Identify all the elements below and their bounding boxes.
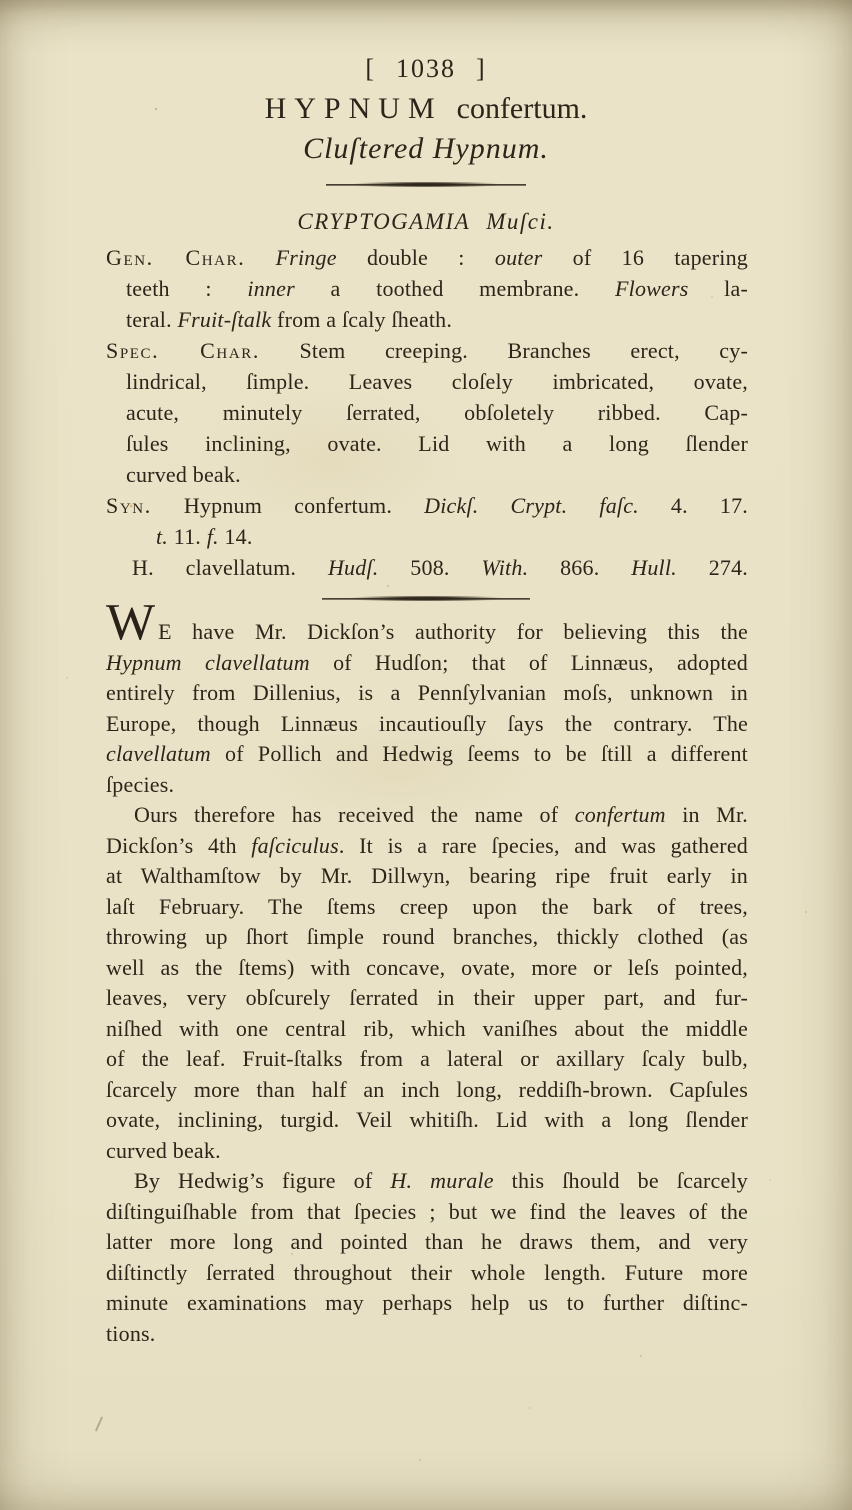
body-paragraph-1 [106, 594, 748, 800]
text-line [106, 1166, 748, 1197]
text-segment: Hypnum clavellatum [106, 649, 310, 675]
text-line [106, 892, 748, 923]
taxonomy-heading [0, 209, 852, 235]
text-segment: 866. [528, 555, 632, 580]
text-segment: Gen. Char. [106, 245, 246, 270]
text-segment: Hypnum confertum. [151, 493, 425, 518]
text-segment: 274. [676, 555, 749, 580]
text-segment: Fruit-ſtalk [177, 307, 272, 332]
text-segment: in Mr. [665, 802, 749, 827]
text-segment: outer [494, 245, 543, 270]
text-segment: diſtinctly ſerrated throughout their whole length. Future more [106, 1259, 748, 1285]
bracket-close: ] [476, 54, 487, 83]
text-line [106, 648, 748, 679]
text-line [106, 304, 748, 335]
taxonomy-class: CRYPTOGAMIA [297, 209, 471, 234]
text-line [106, 397, 748, 428]
text-line [106, 709, 748, 740]
text-segment: teral. [126, 307, 178, 332]
text-line [106, 922, 748, 953]
text-line [106, 459, 748, 490]
text-segment: H. murale [390, 1168, 494, 1193]
text-line [106, 739, 748, 770]
common-name-subtitle: Cluſtered Hypnum. [303, 132, 549, 165]
text-segment: Flowers [615, 276, 689, 301]
text-segment: tions. [106, 1320, 156, 1346]
text-segment: Spec. Char. [106, 338, 260, 363]
text-segment: Stem creeping. Branches erect, cy- [259, 338, 748, 363]
synonym-entry-confertum [106, 490, 748, 552]
species-title [0, 92, 852, 126]
text-segment: this ſhould be ſcarcely [493, 1168, 748, 1193]
text-segment: niſhed with one central rib, which vaniſhes about the middle [106, 1015, 748, 1041]
page-number [0, 54, 852, 84]
text-segment: inner [247, 276, 295, 301]
character-entries [106, 242, 748, 583]
text-segment: ſules inclining, ovate. Lid with a long ſlender [126, 431, 748, 456]
text-segment: well as the ſtems) with concave, ovate, more or leſs pointed, [106, 954, 748, 980]
specific-character-entry [106, 335, 748, 490]
text-line [106, 521, 748, 552]
generic-character-entry [106, 242, 748, 335]
text-segment: diſtinguiſhable from that ſpecies ; but we find the leaves of the [106, 1198, 748, 1224]
text-segment: . It is a rare ſpecies, and was gathered [338, 832, 748, 858]
body-paragraph-3 [106, 1166, 748, 1349]
text-segment: laſt February. The ſtems creep upon the bark of trees, [106, 893, 748, 919]
taxonomy-order: Muſci. [486, 209, 555, 234]
text-segment: 11. [168, 524, 207, 549]
text-segment: faſciculus [251, 832, 339, 858]
text-line [106, 1044, 748, 1075]
text-segment: confertum [574, 802, 666, 827]
text-segment: ovate, inclining, turgid. Veil whitiſh. Lid with a long ſlender [106, 1107, 748, 1132]
text-segment: clavellatum [106, 741, 211, 766]
text-line [106, 678, 748, 709]
text-segment: Ours therefore has received the name of [134, 802, 575, 827]
text-segment: H. clavellatum. [132, 555, 328, 580]
text-line [106, 1136, 748, 1167]
text-line [106, 552, 748, 583]
text-line [106, 831, 748, 862]
text-line [106, 1288, 748, 1319]
species-epithet: confertum. [456, 92, 588, 125]
text-line [106, 490, 748, 521]
text-line [106, 953, 748, 984]
text-segment: f. [206, 524, 219, 549]
text-line [106, 770, 748, 801]
genus-name: HYPNUM [264, 92, 443, 125]
text-line [106, 273, 748, 304]
text-segment: Dickſ. Crypt. faſc. [424, 493, 639, 518]
text-segment: at Walthamſtow by Mr. Dillwyn, bearing ripe fruit early in [106, 863, 748, 888]
text-segment: Fringe [275, 245, 337, 270]
text-segment: Dickſon’s 4th [106, 832, 252, 858]
text-line [106, 1075, 748, 1106]
text-segment: Europe, though Linnæus incautiouſly ſays the contrary. The [106, 710, 748, 736]
text-segment: curved beak. [126, 462, 241, 487]
text-segment: a toothed membrane. [294, 276, 615, 301]
text-line [106, 1258, 748, 1289]
text-segment: Hull. [631, 555, 677, 580]
text-segment: Syn. [106, 493, 152, 518]
text-segment: acute, minutely ſerrated, obſoletely ribbed. Cap- [126, 400, 748, 425]
text-line [106, 594, 748, 651]
text-segment: curved beak. [106, 1137, 221, 1163]
text-line [106, 1105, 748, 1136]
text-segment: lindrical, ſimple. Leaves cloſely imbricated, ovate, [126, 369, 748, 394]
text-segment: 4. 17. [638, 493, 748, 518]
text-line [106, 366, 748, 397]
text-segment: of Hudſon; that of Linnæus, adopted [309, 649, 748, 675]
stray-ink-mark [95, 1416, 103, 1431]
text-segment: ſcarcely more than half an inch long, reddiſh-brown. Capſules [106, 1076, 748, 1102]
ornamental-rule-middle [322, 596, 530, 601]
dropcap-initial: W [106, 594, 156, 651]
text-line [106, 1197, 748, 1228]
text-segment: 508. [378, 555, 482, 580]
text-segment: la- [688, 276, 748, 301]
text-line [106, 335, 748, 366]
text-segment: of Pollich and Hedwig ſeems to be ſtill a different [210, 741, 748, 766]
text-segment: 14. [218, 524, 253, 549]
text-segment: of the leaf. Fruit-ſtalks from a lateral or axillary ſcaly bulb, [106, 1046, 748, 1071]
text-line [106, 1014, 748, 1045]
text-line [106, 428, 748, 459]
text-line [106, 242, 748, 273]
text-segment: leaves, very obſcurely ſerrated in their upper part, and fur- [106, 985, 748, 1010]
body-paragraph-2 [106, 800, 748, 1166]
text-line [106, 983, 748, 1014]
text-line [106, 861, 748, 892]
text-line [106, 1227, 748, 1258]
text-segment: entirely from Dillenius, is a Pennſylvanian moſs, unknown in [106, 680, 748, 705]
text-line [106, 800, 748, 831]
text-segment: throwing up ſhort ſimple round branches, thickly clothed (as [106, 924, 748, 949]
text-segment: E have Mr. Dickſon’s authority for believing this the [158, 619, 748, 644]
ornamental-rule-top [326, 182, 526, 187]
text-segment: teeth : [126, 276, 248, 301]
bracket-open: [ [365, 54, 376, 83]
text-segment: t. [156, 524, 169, 549]
text-segment: latter more long and pointed than he draws them, and very [106, 1229, 748, 1254]
text-segment: ſpecies. [106, 771, 175, 797]
text-segment: double : [336, 245, 495, 270]
synonym-entry-clavellatum [106, 552, 748, 583]
text-segment: With. [481, 555, 529, 580]
text-segment [245, 245, 275, 270]
text-segment: Hudſ. [327, 555, 379, 580]
text-segment: minute examinations may perhaps help us to further diſtinc- [106, 1290, 748, 1315]
text-segment: from a ſcaly ſheath. [271, 307, 453, 332]
text-segment: By Hedwig’s figure of [134, 1168, 391, 1193]
description-text [106, 594, 749, 1349]
text-line [106, 1319, 748, 1350]
page-number-value: 1038 [396, 54, 456, 83]
text-segment: of 16 tapering [542, 245, 748, 270]
